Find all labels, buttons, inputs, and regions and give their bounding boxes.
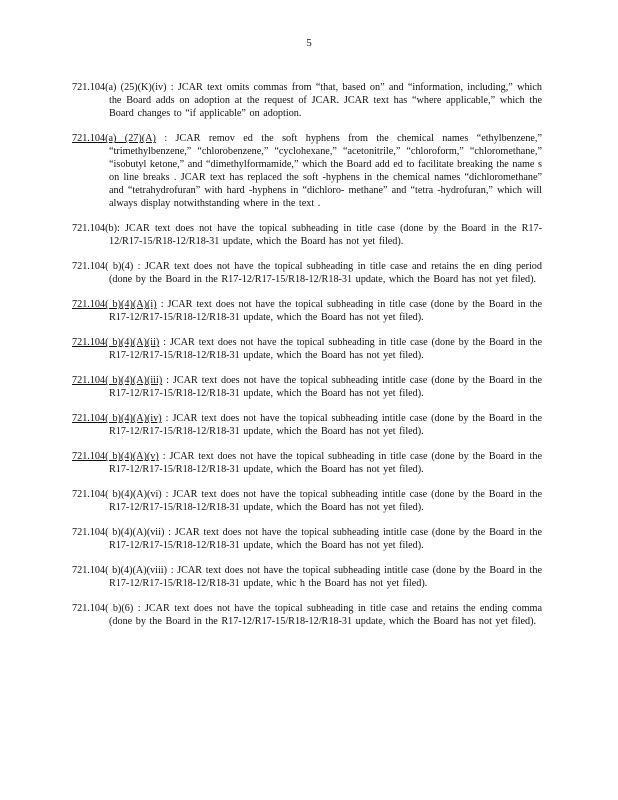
section-citation: 721.104(a) (25)(K)(iv) [72, 82, 167, 94]
comment-text: : JCAR text does not have the topical subheading intitle case (done by the Board in the R17-12/R17-15/R18-12/R18-31 update, which the Board has not yet filed). [109, 489, 543, 514]
comment-text: : JCAR text does not have the topical subheading intitle case (done by the Board in the R17-12/R17-15/R18-12/R18-31 update, which the Board has not yet filed). [109, 375, 542, 400]
comment-entry [72, 564, 542, 590]
section-citation: 721.104( b)(6) [72, 603, 134, 615]
comment-text: : JCAR text does not have the topical subheading in title case and retains the ending comma (done by the Board in the R17-12/R17-15/R18-12/R18-31 update, which the Board has not yet filed). [109, 603, 542, 628]
comment-text: : JCAR text does not have the topical subheading in title case (done by the Board in the R17-12/R17-15/R18-12/R18-31 update, which the Board has not yet filed). [109, 451, 542, 476]
comment-text: : JCAR text does not have the topical subheading in title case (done by the Board in the R17-12/R17-15/R18-12/R18-31 update, which the Board has not yet filed). [109, 299, 543, 324]
section-citation: 721.104(a) (27)(A) [72, 133, 156, 145]
comment-entry [72, 132, 542, 210]
comment-list [72, 71, 542, 640]
comment-text: : JCAR text omits commas from “that, based on” and “information, including,” which the Board adds on adoption at the request of JCAR. JCAR text has “where applicable,” which the Board changes to “if applicable” on adoption. [109, 82, 542, 120]
section-citation: 721.104( b)(4) [72, 261, 134, 273]
section-citation: 721.104( b)(4)(A)(viii) [72, 565, 168, 577]
comment-entry [72, 260, 542, 286]
comment-entry [72, 526, 542, 552]
comment-text: : JCAR text does not have the topical subheading intitle case (done by the Board in the R17-12/R17-15/R18-12/R18-31 update, which the Board has not yet filed). [109, 527, 542, 552]
section-citation: 721.104( b)(4)(A)(v) [72, 451, 159, 463]
section-citation: 721.104( b)(4)(A)(vi) [72, 489, 162, 501]
section-citation: 721.104( b)(4)(A)(i) [72, 299, 157, 311]
comment-entry [72, 450, 542, 476]
section-citation: 721.104(b): [72, 223, 120, 235]
comment-text: : JCAR text does not have the topical subheading in title case and retains the en ding period (done by the Board in the R17-12/R17-15/R18-12/R18-31 update, which the Board has not yet filed). [109, 261, 542, 286]
comment-text: : JCAR text does not have the topical subheading in title case (done by the Board in the R17-12/R17-15/R18-12/R18-31 update, which the Board has not yet filed). [109, 337, 542, 362]
comment-entry [72, 298, 542, 324]
comment-text: JCAR text does not have the topical subheading in title case (done by the Board in the R17-12/R17-15/R18-12/R18-31 update, which the Board has not yet filed). [109, 223, 543, 248]
comment-entry [72, 222, 542, 248]
comment-entry [72, 374, 542, 400]
comment-text: : JCAR text does not have the topical subheading intitle case (done by the Board in the R17-12/R17-15/R18-12/R18-31 update, whic h the Board has not yet filed). [109, 565, 542, 590]
section-citation: 721.104( b)(4)(A)(iii) [72, 375, 163, 387]
comment-text: : JCAR remov ed the soft hyphens from the chemical names “ethylbenzene,” “trimethylbenzene,” “chlorobenzene,” “cyclohexane,” “acetonitrile,” “chloroform,” “chloromethane,” “isobutyl ketone,” and “dimethylformamide,” which the Board add ed to facilitate breaking the name s on line breaks . JCAR text has replaced the soft -hyphens in the chemical names “dichloromethane” and “tetrahydrofuran” with hard -hyphens in “dichloro- methane” and “tetra -hydrofuran,” which will always display notwithstanding where in the text . [109, 133, 543, 210]
section-citation: 721.104( b)(4)(A)(ii) [72, 337, 160, 349]
comment-entry [72, 488, 542, 514]
comment-entry [72, 81, 542, 120]
comment-entry [72, 412, 542, 438]
section-citation: 721.104( b)(4)(A)(iv) [72, 413, 162, 425]
comment-text: : JCAR text does not have the topical subheading intitle case (done by the Board in the R17-12/R17-15/R18-12/R18-31 update, which the Board has not yet filed). [109, 413, 543, 438]
section-citation: 721.104( b)(4)(A)(vii) [72, 527, 165, 539]
comment-entry [72, 336, 542, 362]
comment-entry [72, 602, 542, 628]
page-number: 5 [306, 37, 312, 49]
